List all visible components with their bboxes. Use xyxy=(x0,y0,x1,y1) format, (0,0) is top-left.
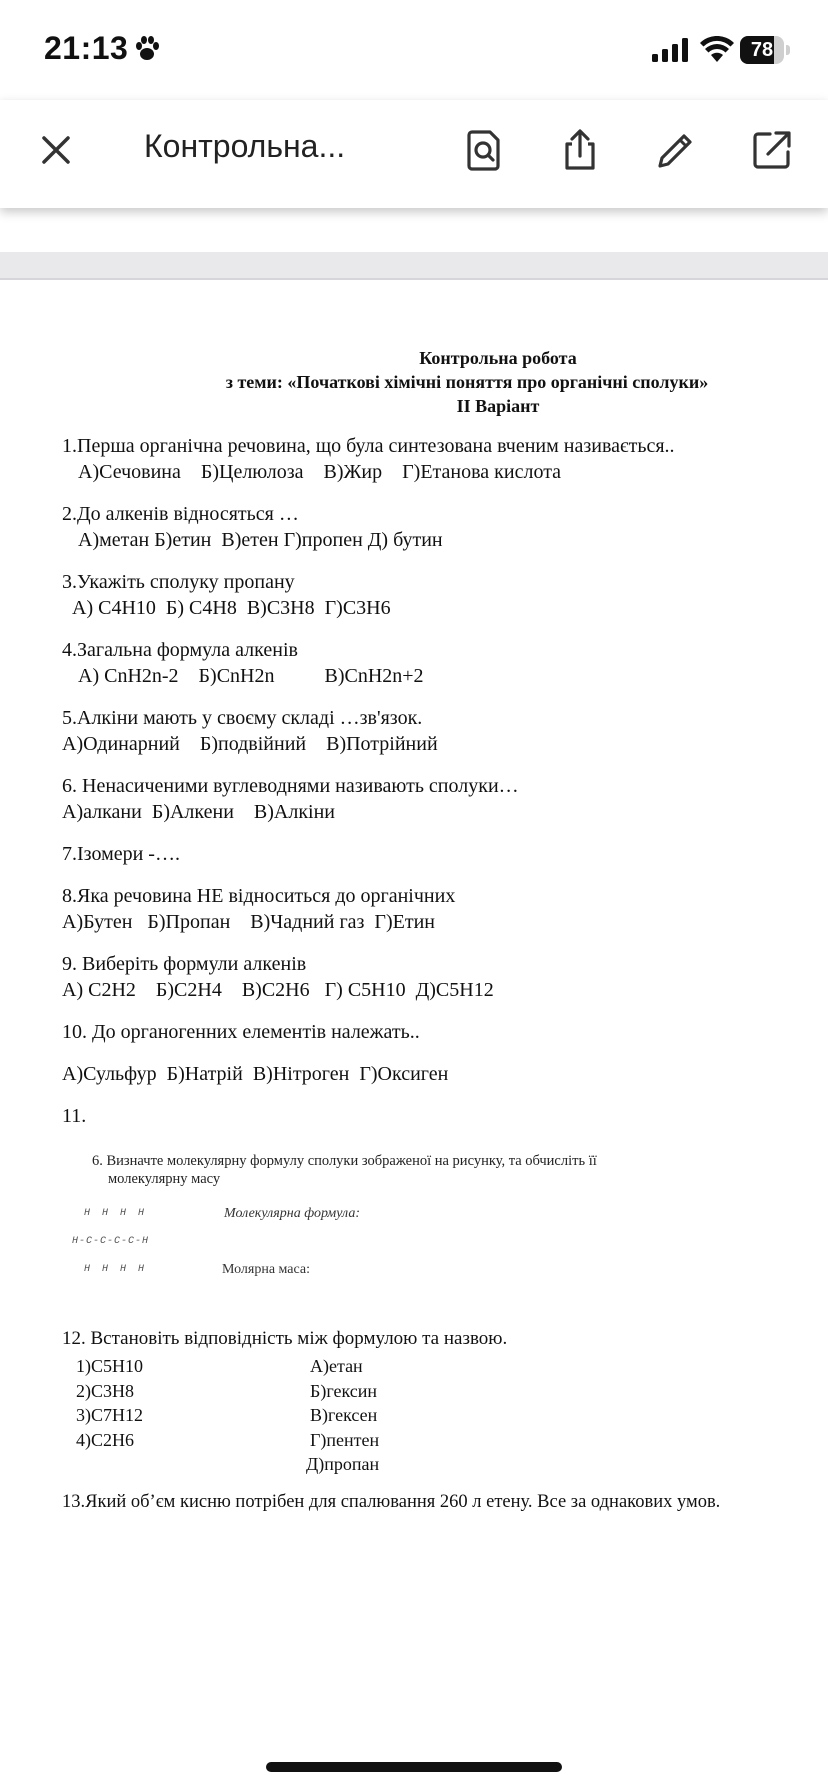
question-1: 1.Перша органічна речовина, що була синтезована вченим називається.. xyxy=(62,435,675,457)
q12-formula-item: 3)C7H12 xyxy=(76,1405,143,1425)
question-4: 4.Загальна формула алкенів xyxy=(62,639,298,661)
q11-instruction-line-1: 6. Визначте молекулярну формулу сполуки зображеної на рисунку, та обчисліть її xyxy=(92,1153,597,1169)
question-12: 12. Встановіть відповідність між формулою та назвою. xyxy=(62,1328,508,1349)
question-11: 11. xyxy=(62,1105,87,1127)
doc-heading-variant: ІІ Варіант xyxy=(456,396,540,416)
search-in-document-icon[interactable] xyxy=(462,128,506,172)
question-5-options: А)Одинарний Б)подвійний В)Потрійний xyxy=(62,733,438,755)
q11-instruction xyxy=(92,1152,612,1188)
q12-formulas-column xyxy=(76,1354,143,1452)
question-4-options: А) CnH2n-2 Б)CnH2n В)CnH2n+2 xyxy=(78,665,424,687)
q12-formula-item: 1)C5H10 xyxy=(76,1356,143,1376)
battery-indicator xyxy=(740,36,792,64)
battery-cap xyxy=(786,45,790,55)
document-page xyxy=(0,280,828,1760)
molecule-top-row: H H H H xyxy=(84,1208,148,1219)
open-external-icon[interactable] xyxy=(750,128,794,172)
question-1-options: А)Сечовина Б)Целюлоза В)Жир Г)Етанова кислота xyxy=(78,461,562,483)
question-3-options: А) C4H10 Б) C4H8 В)C3H8 Г)C3H6 xyxy=(72,597,391,619)
question-10-options: А)Сульфур Б)Натрій В)Нітроген Г)Оксиген xyxy=(62,1063,449,1085)
question-8-options: А)Бутен Б)Пропан В)Чадний газ Г)Етин xyxy=(62,911,436,933)
question-8: 8.Яка речовина НЕ відноситься до органічних xyxy=(62,885,456,907)
question-9-options: А) C2H2 Б)C2H4 В)C2H6 Г) C5H10 Д)C5H12 xyxy=(62,979,494,1001)
close-icon[interactable] xyxy=(36,130,76,170)
question-11-embedded-image xyxy=(60,1152,620,1302)
molecule-chain: H-C-C-C-C-H xyxy=(72,1236,150,1247)
label-molar-mass: Молярна маса: xyxy=(222,1262,311,1277)
question-6-options: А)алкани Б)Алкени В)Алкіни xyxy=(62,801,336,823)
paw-icon xyxy=(132,34,162,64)
viewer-toolbar xyxy=(0,100,828,208)
question-5: 5.Алкіни мають у своєму складі …зв'язок. xyxy=(62,707,423,729)
doc-heading-title: Контрольна робота xyxy=(419,348,577,368)
share-icon[interactable] xyxy=(558,128,602,172)
page-separator xyxy=(0,252,828,278)
q12-name-item: А)етан xyxy=(310,1356,363,1376)
doc-heading-subtitle: з теми: «Початкові хімічні поняття про органічні сполуки» xyxy=(225,372,709,392)
molecule-bottom-row: H H H H xyxy=(84,1264,148,1275)
document-title: Контрольна... xyxy=(144,128,346,164)
home-indicator[interactable] xyxy=(266,1762,562,1772)
q12-names-column xyxy=(306,1354,380,1477)
question-2-options: А)метан Б)етин В)етен Г)пропен Д) бутин xyxy=(78,529,443,551)
question-13: 13.Який об’єм кисню потрібен для спалювання 260 л етену. Все за однакових умов. xyxy=(62,1492,721,1512)
status-bar xyxy=(0,0,828,100)
wifi-icon xyxy=(700,36,734,62)
battery-body xyxy=(740,36,784,64)
label-molecular-formula: Молекулярна формула: xyxy=(224,1206,360,1221)
q11-instruction-line-2: молекулярну масу xyxy=(108,1171,221,1187)
battery-percent: 78 xyxy=(750,39,774,61)
q12-name-item: Г)пентен xyxy=(310,1429,380,1450)
question-3: 3.Укажіть сполуку пропану xyxy=(62,571,295,593)
question-10: 10. До органогенних елементів належать.. xyxy=(62,1021,420,1043)
question-9: 9. Виберіть формули алкенів xyxy=(62,953,307,975)
question-6: 6. Ненасиченими вуглеводнями називають сполуки… xyxy=(62,775,519,797)
cellular-signal-icon xyxy=(652,38,690,62)
question-2: 2.До алкенів відносяться … xyxy=(62,503,299,525)
q12-name-item: В)гексен xyxy=(310,1405,378,1425)
q12-formula-item: 4)C2H6 xyxy=(76,1429,134,1450)
question-7: 7.Ізомери -…. xyxy=(62,843,180,865)
status-time: 21:13 xyxy=(44,30,129,66)
q12-name-item: Д)пропан xyxy=(306,1454,380,1474)
pencil-edit-icon[interactable] xyxy=(654,128,698,172)
q12-formula-item: 2)C3H8 xyxy=(76,1380,134,1401)
q12-name-item: Б)гексин xyxy=(310,1380,378,1401)
